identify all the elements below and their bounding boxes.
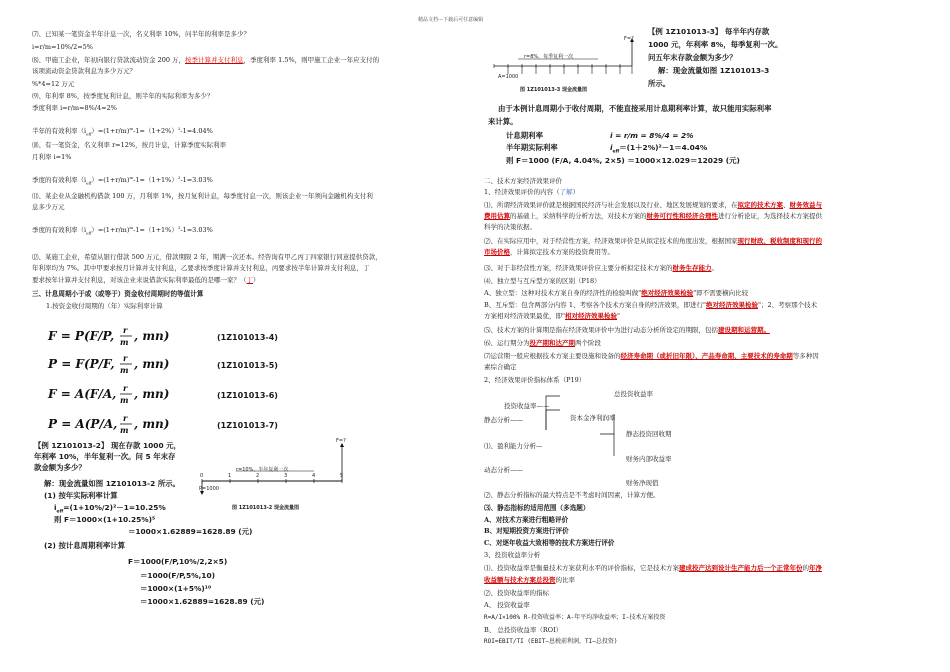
question-9: ⑼、年利率 8%，按季度复利计息，则半年的实际利率为多少？ xyxy=(32,92,214,100)
solution-step-1: (1) 按年实际利率计算 xyxy=(44,491,118,500)
page-header: 精品文档---下载后可任意编辑 xyxy=(418,17,484,23)
para-1-cont: 费用估算的基础上，采纳科学的分析方法，对技术方案的财务可行性和经济合理性进行分析论证，为选择技术方案提供 xyxy=(484,212,822,220)
tree-profitability: ⑴、盈利能力分析— xyxy=(484,442,543,450)
solution-effective-rate: $i_{eff}=(1+10\%/2)^2-1=10.25\%$ xyxy=(54,503,166,515)
para-9-c: C、对逐年收益大致相等的技术方案进行评价 xyxy=(484,539,615,547)
tick-3: 3 xyxy=(284,473,288,479)
question-8-cont: 该项流动资金贷款利息为多少万元？ xyxy=(32,67,136,75)
figure-2-caption: 图 1Z101013-2 现金流量图 xyxy=(232,505,300,511)
question-10-cont: 月利率 i=1% xyxy=(32,153,72,161)
example-3-solution-cont: 所示。 xyxy=(648,79,671,88)
explanation-line1: 由于本例计息周期小于收付周期，不能直接采用计息期利率计算，故只能用实际利率 xyxy=(498,104,772,113)
svg-text:m: m xyxy=(120,395,129,405)
formula-number-7: (1Z101013-7) xyxy=(217,421,278,430)
para-5: ⑸、技术方案的计算期是指在经济效果评价中为进行动态分析所设定的期限，包括建设期和运营期。 xyxy=(484,326,770,334)
para-7-cont: 素综合确定 xyxy=(484,363,517,371)
para-11-a: A、 投资收益率 xyxy=(484,601,530,609)
example-2-line1: 【例 1Z101013-2】 现在存款 1000 元， xyxy=(34,441,181,450)
figure-2-rate-label: r=10%，半年复利一次 xyxy=(236,467,289,473)
calc-half-year-rate: $i_{eff}=(1+2\%)^2-1=4.04\%$ xyxy=(610,143,708,155)
question-11: ⑾、某企业从金融机构借款 100 万，月利率 1%，按月复利计息，每季度付息一次，则该企业一年须向金融机构支付利 xyxy=(32,192,373,200)
solution-compute-4: ＝1000×(1+5%)¹⁰ xyxy=(140,584,212,593)
subsection-2-1: 1、经济效果评价的内容（了解） xyxy=(484,188,580,196)
example-3-line3: 问五年末存款金额为多少？ xyxy=(648,53,737,62)
example-2-line2: 年利率 10%，半年复利一次。问 5 年末存 xyxy=(34,452,176,461)
figure-2-present-value: P=1000 xyxy=(199,486,219,492)
svg-text:, mn): , mn) xyxy=(134,329,170,343)
tick-1: 1 xyxy=(228,473,232,479)
para-1: ⑴、所谓经济效果评价就是根据国民经济与社会发展以及行业、地区发展规划的要求，在拟定的技术方案、财务效益与 xyxy=(484,201,822,209)
subsection-2-2: 2、经济效果评价指标体系（P19） xyxy=(484,376,586,384)
tree-static-payback: 静态投资回收期 xyxy=(626,430,672,438)
para-10: ⑴、投资收益率是衡量技术方案获利水平的评价指标，它是技术方案建成投产达到设计生产能力后一个正常年份的年净 xyxy=(484,564,822,572)
tree-dynamic-analysis: 动态分析—— xyxy=(484,466,523,474)
section-3-subheading: 1.按资金收付周期的（年）实际利率计算 xyxy=(46,302,163,310)
answer-9-half-year: 半年的有效利率$(i_{eff})=(1+r/m)^m-1=(1+2\%)^2-1=4.04\%$ xyxy=(32,126,213,137)
svg-text:m: m xyxy=(120,337,129,347)
figure-2-future-value: F=? xyxy=(336,438,346,444)
svg-text:m: m xyxy=(120,365,129,375)
tree-static-analysis: 静态分析—— xyxy=(484,416,523,424)
answer-9: 季度利率 i=r/m=8%/4=2% xyxy=(32,104,117,112)
example-2-line3: 款金额为多少？ xyxy=(34,463,86,472)
svg-text:F = A(F/A,: F = A(F/A, xyxy=(48,387,117,401)
explanation-line2: 来计算。 xyxy=(488,117,518,126)
tree-roi: 投资收益率—— xyxy=(504,402,550,410)
para-8: ⑵、静态分析指标的最大特点是不考虑时间因素，计算方便。 xyxy=(484,491,660,499)
tree-npv: 财务净现值 xyxy=(626,479,659,487)
solution-result-2: ＝1000×1.62889=1628.89 (元) xyxy=(140,597,265,606)
solution-compute-3: ＝1000(F/P,5%,10) xyxy=(140,571,215,580)
formula-block xyxy=(44,320,344,440)
tick-0: 0 xyxy=(200,473,204,479)
para-9-b: B、对短期投资方案进行评价 xyxy=(484,527,569,535)
para-4-c: 方案相对经济效果最优，即"相对经济效果检验" xyxy=(484,312,620,320)
svg-text:m: m xyxy=(120,425,129,435)
question-12-cont2: 要求按年计算并支付利息，对该企业来说借款实际利率最低的是哪一家？（丁） xyxy=(32,276,260,284)
question-10: ⑽、有一笔资金，名义利率 r=12%，按月计息，计算季度实际利率 xyxy=(32,141,227,149)
para-4-b: B、互斥型：包含两部分内容 1、考察各个技术方案自身的经济效果，即进行"绝对经济效果检验"；2、考察那个技术 xyxy=(484,301,818,309)
para-2-cont: 市场价格，计算拟定技术方案的投资费用等。 xyxy=(484,248,614,256)
para-4-a: A、独立型：这种对技术方案自身的经济性的检验叫做"绝对经济效果检验"即不需要横向比较 xyxy=(484,289,749,297)
formula-number-4: (1Z101013-4) xyxy=(217,333,278,342)
para-10-cont: 收益额与技术方案总投资的比率 xyxy=(484,576,575,584)
para-11-roi-formula: ROI=EBIT/TI (EBIT—息税前利润，TI—总投资) xyxy=(484,638,618,645)
answer-8: %*4=12 万元 xyxy=(32,80,75,88)
svg-text:, mn): , mn) xyxy=(134,417,170,431)
answer-10: 季度的有效利率$(i_{eff})=(1+r/m)^m-1=(1+1\%)^3-1=3.03\%$ xyxy=(32,175,213,186)
solution-result-1: ＝1000×1.62889=1628.89 (元) xyxy=(128,527,253,536)
figure-3-annuity: A=1000 xyxy=(498,74,519,80)
answer-7: i=r/m=10%/2=5% xyxy=(32,43,93,51)
question-7: ⑺、已知某一笔资金半年计息一次，名义利率 10%，问半年的利率是多少？ xyxy=(32,30,251,38)
tick-4: 4 xyxy=(312,473,316,479)
question-12-cont1: 年利率均为 7%。其中甲要求按月计算并支付利息，乙要求按季度计算并支付利息，丙要求按半年计算并支付利息，丁 xyxy=(32,264,370,272)
svg-text:, mn): , mn) xyxy=(134,357,170,371)
question-8: ⑻、甲施工企业，年初向银行贷款流动资金 200 万，按季计算并支付利息，季度利率 1.5%，则甲施工企业一年应支付的 xyxy=(32,56,380,64)
para-3: ⑶、对于非经营性方案，经济效果评价应主要分析拟定技术方案的财务生存能力。 xyxy=(484,264,718,272)
answer-12: 丁 xyxy=(246,276,253,284)
svg-text:r: r xyxy=(123,383,128,393)
calc-period-rate: i = r/m = 8%/4 = 2% xyxy=(610,131,694,140)
svg-text:P = A(P/A,: P = A(P/A, xyxy=(48,417,118,431)
section-3-heading: 三、计息周期小于或（或等于）资金收付周期时的等值计算 xyxy=(32,290,204,298)
tree-total-roi: 总投资收益率 xyxy=(614,390,653,398)
para-7: ⑺运营期一般应根据技术方案主要设施和设备的经济寿命期（或折旧年限）、产品寿命期、主要技术的寿命期等多种因 xyxy=(484,352,819,360)
figure-3-future-value: F=? xyxy=(624,36,634,42)
tick-5: 5 xyxy=(340,473,344,479)
formula-number-6: (1Z101013-6) xyxy=(217,391,278,400)
svg-text:r: r xyxy=(123,413,128,423)
formula-number-5: (1Z101013-5) xyxy=(217,361,278,370)
example-3-solution: 解：现金流量如图 1Z101013-3 xyxy=(658,66,770,75)
para-1-end: 科学的决策依据。 xyxy=(484,223,536,231)
solution-compute-1: 则 F＝1000×(1+10.25%)⁵ xyxy=(54,515,156,524)
para-11: ⑵、投资收益率的指标 xyxy=(484,589,549,597)
para-11-b: B、 总投资收益率（ROI） xyxy=(484,626,563,634)
calc-future-value: 则 F＝1000 (F/A, 4.04%, 2×5) ＝1000×12.029＝12029 (元) xyxy=(506,156,740,165)
question-12: ⑿、某施工企业，希望从银行借款 500 万元，借款期限 2 年，期满一次还本。经咨询有甲乙丙丁四家银行同意提供贷款， xyxy=(32,253,382,261)
svg-text:r: r xyxy=(123,353,128,363)
figure-3-rate-label: r=8%，每季复利一次 xyxy=(524,54,574,60)
solution-compute-2: F＝1000(F/P,10%/2,2×5) xyxy=(128,557,228,566)
solution-intro: 解：现金流量如图 1Z101013-2 所示。 xyxy=(44,479,181,488)
svg-text:r: r xyxy=(123,325,128,335)
calc-period-rate-label: 计息期利率 xyxy=(506,131,543,140)
svg-text:, mn): , mn) xyxy=(134,387,170,401)
calc-half-year-label: 半年期实际利率 xyxy=(506,143,558,152)
para-6: ⑹、运行期分为投产期和达产期两个阶段 xyxy=(484,339,601,347)
tree-capital-return: 资本金净利润率 xyxy=(570,414,616,422)
tick-2: 2 xyxy=(256,473,260,479)
answer-11: 季度的有效利率$(i_{eff})=(1+r/m)^m-1=(1+1\%)^3-1=3.03\%$ xyxy=(32,225,213,236)
svg-text:F = P(F/P,: F = P(F/P, xyxy=(48,329,115,343)
question-11-cont: 息多少万元 xyxy=(32,203,65,211)
section-2-heading: 二、技术方案经济效果评价 xyxy=(484,177,562,185)
example-3-line1: 【例 1Z101013-3】 每半年内存款 xyxy=(648,27,770,36)
highlight-quarterly-interest: 按季计算并支付利息 xyxy=(185,56,244,64)
para-4: ⑷、独立型与互斥型方案的区别（P18） xyxy=(484,277,601,285)
para-9-a: A、对技术方案进行粗略评价 xyxy=(484,516,569,524)
example-3-line2: 1000 元，年利率 8%，每季复利一次。 xyxy=(648,40,783,49)
para-11-formula: R=A/I×100% R-投资收益率；A-年平均净收益率；I-技术方案投资 xyxy=(484,614,666,621)
svg-text:P = F(P/F,: P = F(P/F, xyxy=(48,357,115,371)
para-9: ⑶、静态指标的适用范围（多选题） xyxy=(484,504,590,512)
para-2: ⑵、在实际应用中，对于经营性方案，经济效果评价是从拟定技术的角度出发，根据国家现行财政、税收制度和现行的 xyxy=(484,237,822,245)
subsection-2-3: 3、投资收益率分析 xyxy=(484,551,541,559)
solution-step-2: (2) 按计息周期利率计算 xyxy=(44,541,125,550)
figure-3-caption: 图 1Z101013-3 现金流量图 xyxy=(520,87,588,93)
tree-irr: 财务内部收益率 xyxy=(626,455,672,463)
